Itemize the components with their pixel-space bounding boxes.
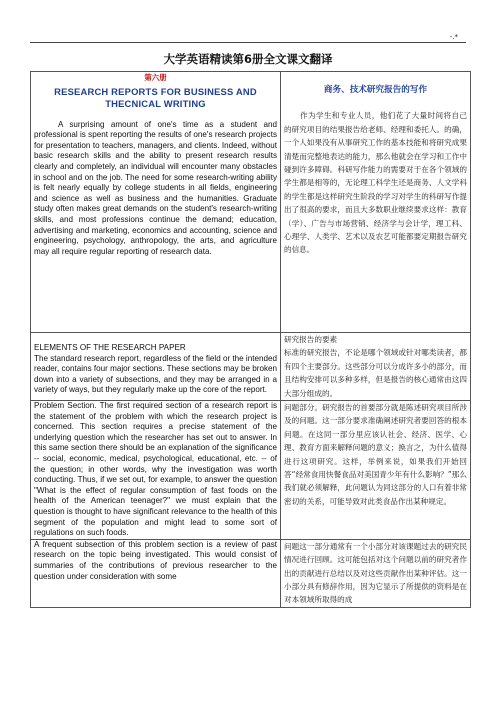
document-title: 大学英语精读第6册全文课文翻译 — [163, 52, 333, 66]
table-row — [31, 333, 471, 401]
english-lesson-title: RESEARCH REPORTS FOR BUSINESS AND THECNICAL WRITING — [54, 85, 257, 109]
chapter-label: 第六册 — [144, 73, 167, 82]
page-corner-mark: -.* — [449, 33, 458, 41]
english-paragraph-intro: A surprising amount of one's time as a student and professional is spent reporting the results of one's research projects for presentation to teachers, managers, and clients. Indeed, without basic research skills and the ability to present research results clearly and completely, an individual will encounter many obstacles in school and on the job. The need for some research-writing ability is felt nearly equally by college students in all fields, engineering and science as well as business and the humanities. Graduate study often makes great demands on the student's research-writing skills, and most professions continue the demand; education, advertising and marketing, economics and accounting, science and engineering, psychology, anthropology, the arts, and agriculture may all require regular reporting of research data. — [34, 119, 277, 256]
chinese-cell-problem — [281, 401, 471, 540]
chinese-paragraph-intro: 作为学生和专业人员，他们花了大量时间将自己的研究项目的结果报告给老师、经理和委托人。的确，一个人如果没有从事研究工作的基本技能和将研究成果清楚而完整地表达的能力，那么他就会在学习和工作中碰到许多障碍。科研写作能力的需要对于在各个领域的学生都是相等的，无论理工科学生还是商务、人文学科的学生都是这样研究生阶段的学习对学生的科研写作提出了很高的要求，而且大多数职业继续要求这样：教育（学）、广告与市场营销、经济学与会计学，理工科、心理学、人类学、艺术以及农艺可能都要定期报告研究的信息。 — [284, 111, 467, 255]
english-paragraph-problem: Problem Section. The first required section of a research report is the statement of the problem with which the research project is concerned. This section requires a precise statement of the underlying question which the researcher has set out to answer. In this same section there should be an explanation of the significance -- social, economic, medical, psychological, educational, etc. -- of the question; in other words, why the investigation was worth conducting. Thus, if we set out, for example, to answer the question "What is the effect of regular consumption of fast foods on the health of the American teenager?" we must explain that the question is thought to have significant relevance to the health of this segment of the population and might lead to some sort of regulations on such foods. — [34, 401, 277, 538]
english-section-heading: ELEMENTS OF THE RESEARCH PAPER — [34, 343, 186, 352]
bilingual-table — [30, 71, 471, 608]
chinese-lesson-title: 商务、技术研究报告的写作 — [323, 85, 428, 95]
chinese-section-heading: 研究报告的要素 — [284, 335, 338, 344]
chinese-paragraph-subsection: 问题这一部分通常有一个小部分对该课题过去的研究民情况进行回顾。这可能包括对这个问题以前的研究者作出的贡献进行总结以及对这些贡献作出某种评估。这一小部分具有修辞作用，因为它显示了所提供的资料是在对本领域所取得的成 — [284, 541, 467, 605]
english-cell-problem — [31, 401, 281, 540]
chinese-cell-subsection — [281, 539, 471, 607]
table-row — [31, 539, 471, 607]
header-rule — [30, 42, 466, 43]
english-paragraph-elements: The standard research report, regardless of the field or the intended reader, contains four major sections. These sections may be broken down into a variety of subsections, and they may be arranged in a variety of ways, but they regularly make up the core of the report. — [34, 353, 277, 395]
chinese-paragraph-elements: 标准的研究报告，不论是哪个领域或针对哪类读者，都有四个主要部分。这些部分可以分成许多小的部分，而且结构安排可以多种多样，但是报告的核心通常由这四大部分组成的。 — [284, 348, 467, 398]
chinese-cell-intro — [281, 72, 471, 333]
table-row — [31, 72, 471, 333]
english-cell-intro — [31, 72, 281, 333]
chinese-cell-elements — [281, 333, 471, 401]
english-cell-subsection — [31, 539, 281, 607]
table-row — [31, 401, 471, 540]
chinese-paragraph-problem: 问题部分。研究报告的首要部分就是陈述研究项目所涉及的问题。这一部分要求准确阐述研究者要回答的根本问题。在这同一部分里应该认社会、经济、医学、心理、教育方面来解释问题的意义；换言之，为什么值得进行这项研究。这样，举例来说，如果我们开始回答“经常食用快餐食品对美国青少年有什么影响？”那么我们就必须解释，此问题认为同这部分的人口有着非常密切的关系，可能导致对此类食品作出某种规定。 — [284, 403, 467, 506]
english-cell-elements — [31, 333, 281, 401]
english-paragraph-subsection: A frequent subsection of this problem section is a review of past research on the topic being investigated. This would consist of summaries of the contributions of previous researcher to the question under consideration with some — [34, 539, 277, 581]
